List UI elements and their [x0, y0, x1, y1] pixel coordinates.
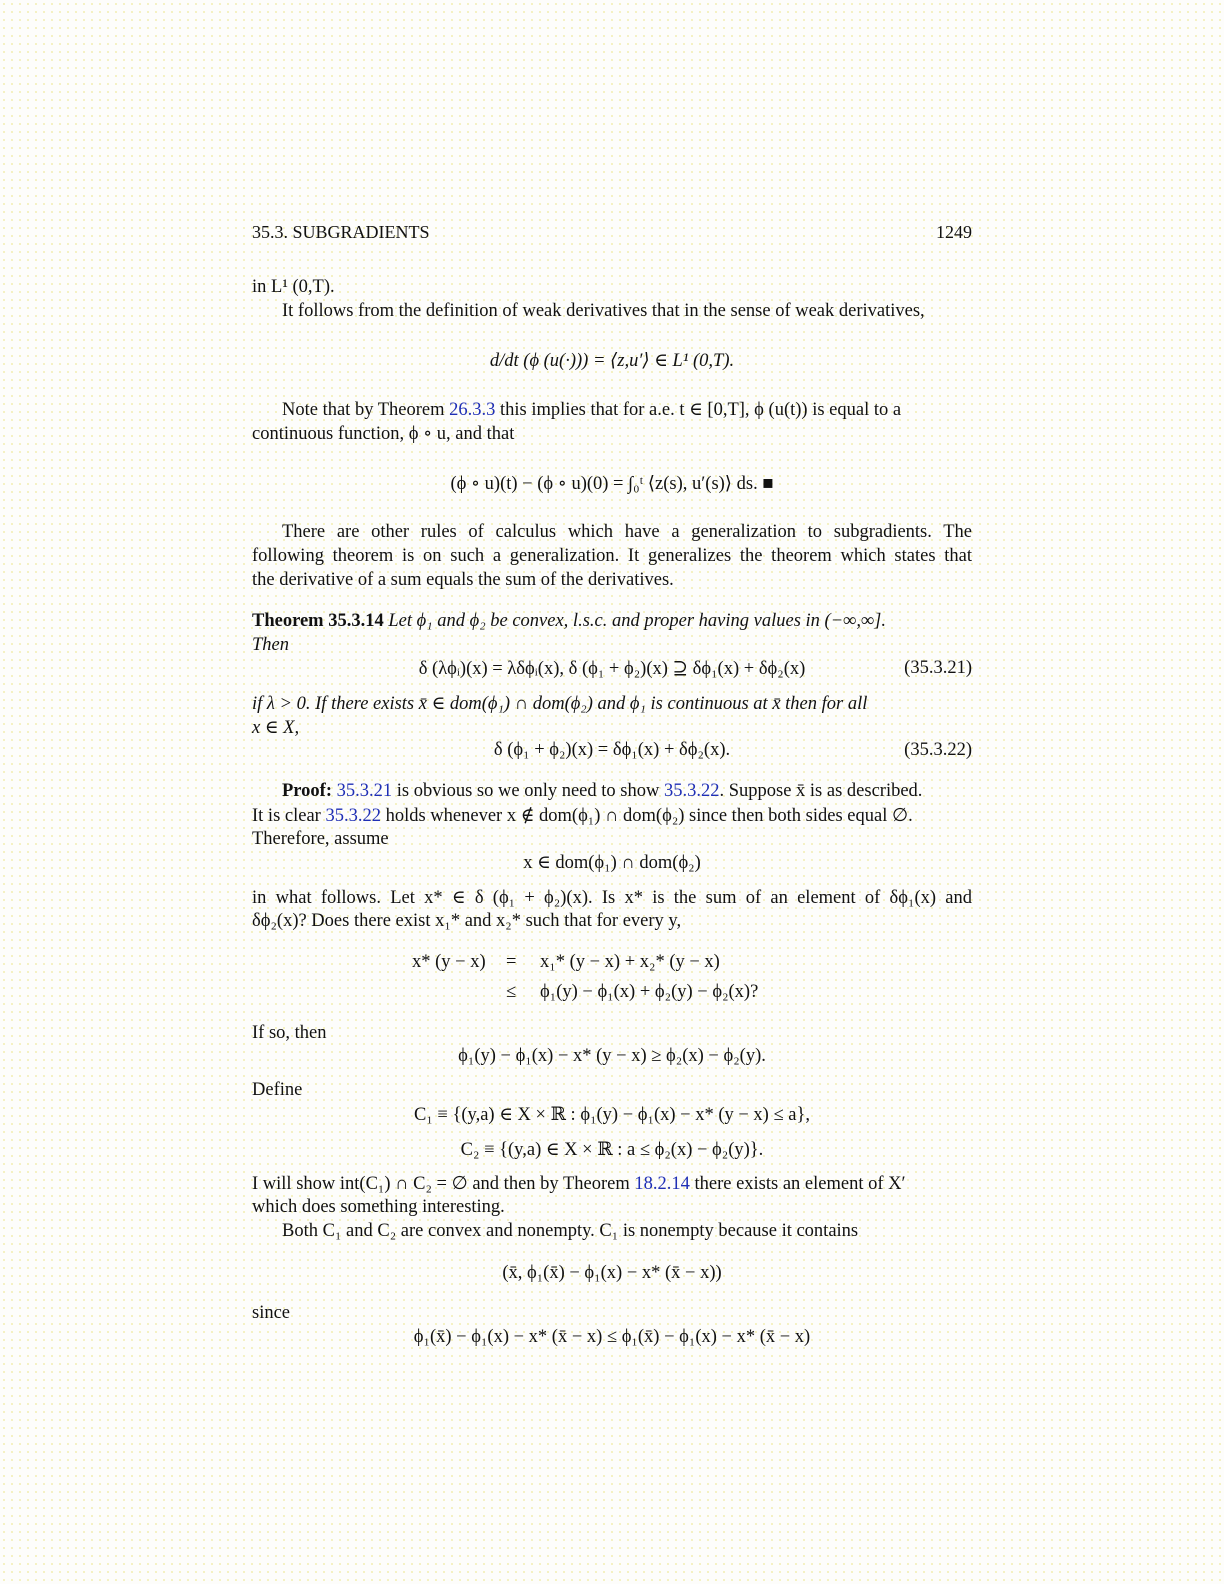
equation: (x̄, ϕ₁(x̄) − ϕ₁(x) − x* (x̄ − x)) — [502, 1263, 722, 1283]
proof-line — [252, 805, 913, 827]
paragraph-line — [282, 399, 901, 421]
text-line: Both C₁ and C₂ are convex and nonempty. C₁ is nonempty because it contains — [282, 1221, 859, 1241]
paragraph-line: the derivative of a sum equals the sum of the derivatives. — [252, 570, 674, 590]
text-line: Define — [252, 1080, 303, 1100]
text: holds whenever x ∉ dom(ϕ₁) ∩ dom(ϕ₂) since then both sides equal ∅. — [385, 806, 913, 826]
equation-relation: = — [506, 952, 517, 972]
text: Note that by Theorem — [282, 400, 445, 420]
text-line: which does something interesting. — [252, 1197, 505, 1217]
proof-line: Therefore, assume — [252, 829, 389, 849]
equation: ϕ₁(x̄) − ϕ₁(x) − x* (x̄ − x) ≤ ϕ₁(x̄) − ϕ₁(x) − x* (x̄ − x) — [413, 1327, 811, 1347]
text: this implies that for a.e. t ∈ [0,T], ϕ (u(t)) is equal to a — [500, 400, 902, 420]
text: I will show int(C₁) ∩ C₂ = ∅ and then by Theorem — [252, 1174, 630, 1194]
equation: x ∈ dom(ϕ₁) ∩ dom(ϕ₂) — [523, 853, 701, 873]
paragraph-line: following theorem is on such a generalization. It generalizes the theorem which states that — [252, 546, 972, 566]
proof-line — [282, 781, 922, 802]
text: is obvious so we only need to show — [396, 781, 660, 801]
equation: δ (ϕ₁ + ϕ₂)(x) = δϕ₁(x) + δϕ₂(x). — [493, 740, 731, 760]
equation-lhs: x* (y − x) — [412, 952, 486, 972]
equation-link[interactable]: 35.3.22 — [663, 781, 720, 801]
equation: d/dt (ϕ (u(·))) = ⟨z,u′⟩ ∈ L¹ (0,T). — [489, 351, 735, 371]
theorem-link[interactable]: 26.3.3 — [449, 400, 496, 420]
paragraph-line: continuous function, ϕ ∘ u, and that — [252, 424, 515, 444]
equation-relation: ≤ — [506, 982, 517, 1002]
running-header: 35.3. SUBGRADIENTS — [252, 222, 430, 242]
equation: C₂ ≡ {(y,a) ∈ X × ℝ : a ≤ ϕ₂(x) − ϕ₂(y)}. — [460, 1140, 764, 1160]
theorem-text: if λ > 0. If there exists x̄ ∈ dom(ϕ₁) ∩ dom(ϕ₂) and ϕ₁ is continuous at x̄ then for all — [252, 694, 868, 714]
text-line — [252, 1173, 906, 1195]
theorem-text: Let ϕ₁ and ϕ₂ be convex, l.s.c. and proper having values in (−∞,∞]. — [388, 611, 887, 631]
equation-link[interactable]: 35.3.22 — [325, 806, 381, 826]
page-number: 1249 — [936, 222, 972, 242]
proof-line: δϕ₂(x)? Does there exist x₁* and x₂* such that for every y, — [252, 911, 682, 931]
theorem-link[interactable]: 18.2.14 — [634, 1174, 690, 1194]
text: there exists an element of X′ — [694, 1174, 906, 1194]
text-line: If so, then — [252, 1023, 327, 1043]
equation-number: (35.3.21) — [904, 658, 972, 678]
equation-rhs: x₁* (y − x) + x₂* (y − x) — [540, 952, 720, 972]
theorem-label: Theorem 35.3.14 — [252, 611, 384, 631]
equation-rhs: ϕ₁(y) − ϕ₁(x) + ϕ₂(y) − ϕ₂(x)? — [540, 982, 759, 1002]
proof-line: in what follows. Let x* ∈ δ (ϕ₁ + ϕ₂)(x). Is x* is the sum of an element of δϕ₁(x) and — [252, 888, 972, 908]
equation: C₁ ≡ {(y,a) ∈ X × ℝ : ϕ₁(y) − ϕ₁(x) − x* (y − x) ≤ a}, — [414, 1105, 810, 1125]
equation: δ (λϕᵢ)(x) = λδϕᵢ(x), δ (ϕ₁ + ϕ₂)(x) ⊇ δϕ₁(x) + δϕ₂(x) — [418, 659, 806, 679]
theorem-text: Then — [252, 635, 289, 655]
text: . Suppose x̄ is as described. — [719, 781, 923, 801]
text-line: since — [252, 1303, 291, 1323]
theorem-text: x ∈ X, — [252, 718, 300, 738]
proof-label: Proof: — [282, 781, 332, 801]
equation-number: (35.3.22) — [904, 740, 972, 760]
paragraph-line: There are other rules of calculus which have a generalization to subgradients. The — [282, 522, 972, 542]
text: It is clear — [252, 806, 321, 826]
equation: (ϕ ∘ u)(t) − (ϕ ∘ u)(0) = ∫₀ᵗ ⟨z(s), u′(s)⟩ ds. ■ — [450, 474, 774, 494]
text-line: in L¹ (0,T). — [252, 277, 335, 297]
equation-link[interactable]: 35.3.21 — [336, 781, 393, 801]
equation: ϕ₁(y) − ϕ₁(x) − x* (y − x) ≥ ϕ₂(x) − ϕ₂(y). — [458, 1046, 766, 1066]
theorem-heading — [252, 611, 886, 632]
paragraph: It follows from the definition of weak derivatives that in the sense of weak derivatives, — [282, 301, 925, 321]
